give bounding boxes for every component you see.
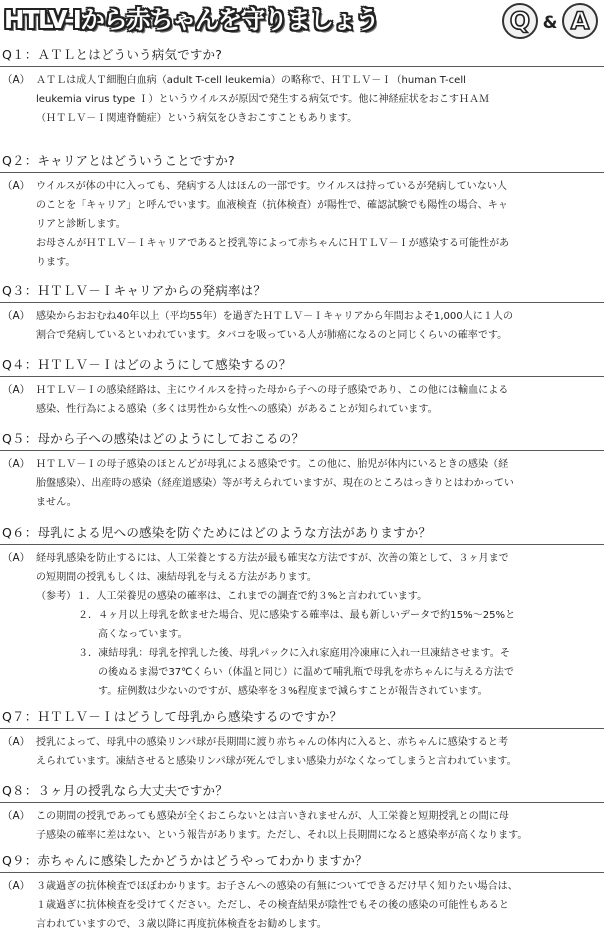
answer-block: [0, 729, 604, 771]
reference-line: ２．４ヶ月以上母乳を飲ませた場合、児に感染する確率は、最も新しいデータで約15%～25%と: [78, 610, 516, 621]
answer-line: の短期間の授乳もしくは、凍結母乳を与える方法があります。: [36, 572, 317, 583]
answer-line: 授乳によって、母乳中の感染リンパ球が長期間に渡り赤ちゃんの体内に入ると、赤ちゃんに感染すると考: [36, 737, 509, 748]
answer-block: [0, 545, 604, 701]
page-title: HTLV-Iから赤ちゃんを守りましょう: [4, 5, 379, 34]
answer-block: [0, 377, 604, 419]
qa-section-3: [0, 280, 604, 345]
answer-line: 割合で発病しているといわれています。タバコを吸っている人が肺癌になるのと同じくらいの確率です。: [36, 330, 508, 341]
answer-block: [0, 303, 604, 345]
answer-line: ります。: [36, 257, 76, 268]
question-row: [0, 706, 604, 729]
answer-line: ません。: [36, 497, 77, 508]
answer-line: （ＨＴＬＶ－Ｉ関連脊髄症）という病気をひきおこすこともあります。: [36, 113, 358, 124]
answer-line: えられています。凍結させると感染リンパ球が死んでしまい感染力がなくなってしまうと言われています。: [36, 756, 517, 767]
reference-line: の後ぬるま湯で37℃くらい（体温と同じ）に温めて哺乳瓶で母乳を赤ちゃんに与える方法で: [98, 667, 514, 678]
question-row: [0, 354, 604, 377]
answer-line: 子感染の確率に差はない、という報告があります。ただし、それ以上長期間になると感染率が高くなります。: [36, 830, 528, 841]
question-row: [0, 428, 604, 451]
answer-label: （A）: [2, 552, 31, 564]
reference-line: す。症例数は少ないのですが、感染率を３%程度まで減らすことが報告されています。: [98, 686, 488, 697]
answer-line: 胎盤感染）、出産時の感染（経産道感染）等が考えられていますが、現在のところはっきりとはわかってい: [36, 478, 514, 489]
qa-section-9: [0, 850, 604, 934]
qa-section-1: [0, 44, 604, 128]
answer-line: 感染、性行為による感染（多くは男性から女性への感染）があることが知られています。: [36, 404, 438, 415]
reference-line: 高くなっています。: [98, 629, 188, 640]
answer-line: リアと診断します。: [36, 219, 126, 230]
answer-line: ウイルスが体の中に入っても、発病する人はほんの一部です。ウイルスは持っているが発病していない人: [36, 181, 507, 192]
logo-amp: &: [542, 13, 558, 33]
answer-label: （A）: [2, 736, 31, 748]
question-text: Q７：ＨＴＬＶ－Ｉはどうして母乳から感染するのですか？: [2, 709, 343, 724]
question-text: Q４：ＨＴＬＶ－Ｉはどのようにして感染するの？: [2, 357, 292, 372]
answer-label: （A）: [2, 180, 31, 192]
answer-line: ＨＴＬＶ－Ｉの感染経路は、主にウイルスを持った母から子への母子感染であり、この他には輸血による: [36, 385, 509, 396]
logo-q: Q: [509, 7, 531, 35]
page-header: [0, 0, 604, 44]
qa-section-4: [0, 354, 604, 419]
qa-section-8: [0, 780, 604, 845]
question-text: Q５：母から子への感染はどのようにしておこるの？: [2, 431, 305, 446]
logo-a: A: [570, 7, 590, 35]
answer-line: 経母乳感染を防止するには、人工栄養とする方法が最も確実な方法ですが、次善の策として、３ヶ月まで: [36, 553, 509, 564]
answer-line: この期間の授乳であっても感染が全くおこらないとは言いきれませんが、人工栄養と短期授乳との間に母: [36, 811, 509, 822]
answer-line: ＨＴＬＶ－Ｉの母子感染のほとんどが母乳による感染です。この他に、胎児が体内にいるときの感染（経: [36, 459, 509, 470]
answer-line: 感染からおおむね40年以上（平均55年）を過ぎたＨＴＬＶ－Ｉキャリアから年間およそ1,000人に１人の: [36, 311, 514, 322]
answer-line: 言われていますので、３歳以降に再度抗体検査をお勧めします。: [36, 919, 327, 930]
answer-line: leukemia virus type Ｉ）というウイルスが原因で発生する病気です。他に神経症状をおこすＨＡＭ: [36, 94, 490, 105]
answer-label: （A）: [2, 880, 31, 892]
qa-section-7: [0, 706, 604, 771]
question-text: Q１：ＡＴＬとはどういう病気ですか?: [2, 47, 223, 62]
question-row: [0, 44, 604, 67]
question-text: Q８：３ヶ月の授乳なら大丈夫ですか？: [2, 783, 228, 798]
answer-line: ３歳過ぎの抗体検査でほぼわかります。お子さんへの感染の有無についてできるだけ早く知りたい場合は、: [36, 881, 518, 892]
question-row: [0, 780, 604, 803]
answer-block: [0, 803, 604, 845]
reference-line: ３．凍結母乳：母乳を搾乳した後、母乳パックに入れ家庭用冷凍庫に入れ一旦凍結させます。そ: [78, 648, 510, 659]
answer-block: [0, 451, 604, 512]
question-row: [0, 280, 604, 303]
answer-label: （A）: [2, 384, 31, 396]
reference-line: （参考）１．人工栄養児の感染の確率は、これまでの調査で約３%と言われています。: [36, 591, 428, 602]
question-text: Q２：キャリアとはどういうことですか?: [2, 153, 235, 168]
answer-block: [0, 173, 604, 272]
answer-label: （A）: [2, 310, 31, 322]
answer-line: のことを「キャリア」と呼んでいます。血液検査（抗体検査）が陽性で、確認試験でも陽性の場合、キャ: [36, 200, 508, 211]
answer-line: １歳過ぎに抗体検査を受けてください。ただし、その検査結果が陰性でもその後の感染の可能性もあると: [36, 900, 509, 911]
question-text: Q９：赤ちゃんに感染したかどうかはどうやってわかりますか？: [2, 853, 368, 868]
question-row: [0, 522, 604, 545]
qa-section-5: [0, 428, 604, 512]
answer-label: （A）: [2, 810, 31, 822]
question-row: [0, 850, 604, 873]
qa-logo: [500, 2, 600, 40]
answer-block: [0, 67, 604, 128]
question-text: Q６：母乳による児への感染を防ぐためにはどのような方法がありますか？: [2, 525, 432, 540]
answer-line: ＡＴＬは成人Ｔ細胞白血病（adult T-cell leukemia）の略称で、ＨＴＬＶ－Ｉ（human T-cell: [36, 75, 466, 86]
qa-section-2: [0, 150, 604, 272]
answer-label: （A）: [2, 74, 31, 86]
answer-block: [0, 873, 604, 934]
qa-section-6: [0, 522, 604, 701]
question-row: [0, 150, 604, 173]
answer-line: お母さんがＨＴＬＶ－Ｉキャリアであると授乳等によって赤ちゃんにＨＴＬＶ－Ｉが感染する可能性があ: [36, 238, 510, 249]
question-text: Q３：ＨＴＬＶ－Ｉキャリアからの発病率は？: [2, 283, 267, 298]
answer-label: （A）: [2, 458, 31, 470]
